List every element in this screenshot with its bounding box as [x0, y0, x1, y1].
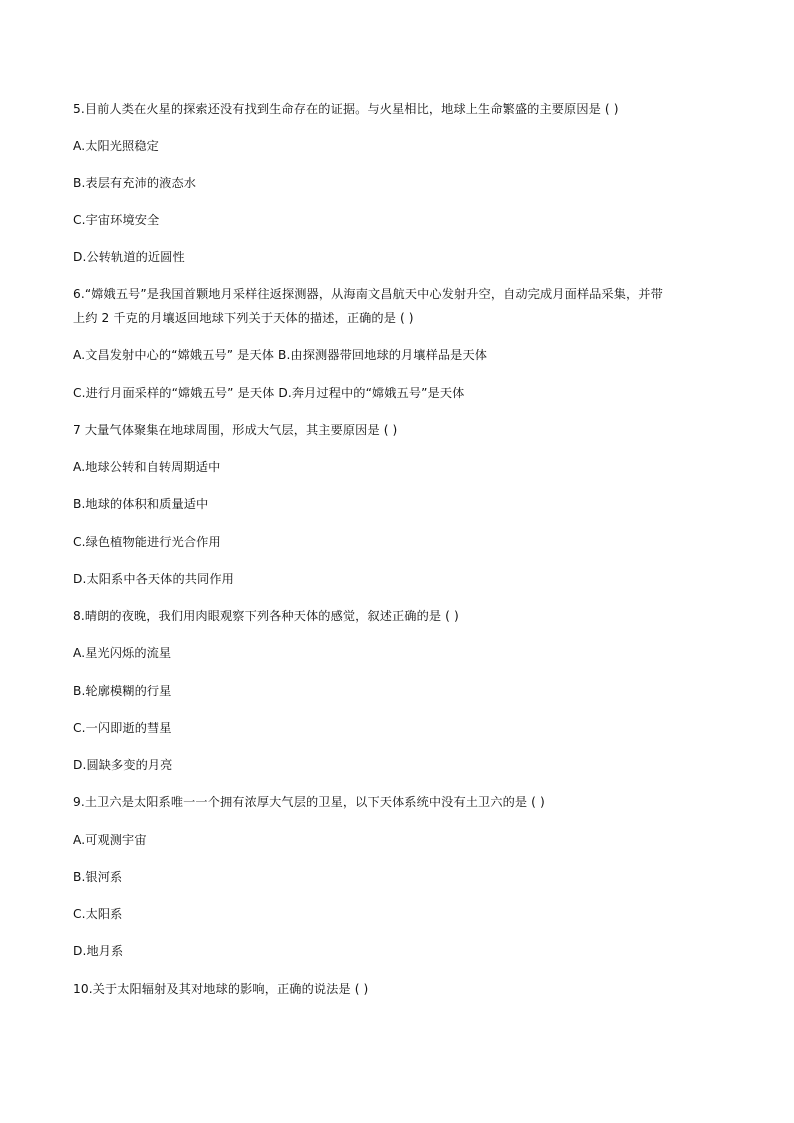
question-10-stem: 10.关于太阳辐射及其对地球的影响，正确的说法是 ( ) [73, 982, 369, 996]
question-5-option-d: D.公转轨道的近圆性 [73, 250, 185, 264]
question-5-stem: 5.目前人类在火星的探索还没有找到生命存在的证据。与火星相比，地球上生命繁盛的主要原因是 ( ) [73, 102, 619, 116]
question-9-option-b: B.银河系 [73, 870, 123, 884]
question-6-options-line-1: A.文昌发射中心的“嫦娥五号” 是天体 B.由探测器带回地球的月壤样品是天体 [73, 348, 488, 362]
question-6-stem-line-1: 6.“嫦娥五号”是我国首颗地月采样往返探测器，从海南文昌航天中心发射升空，自动完成月面样品采集，并带 [73, 287, 663, 301]
question-8-stem: 8.晴朗的夜晚，我们用肉眼观察下列各种天体的感觉，叙述正确的是 ( ) [73, 609, 459, 623]
question-9-option-a: A.可观测宇宙 [73, 833, 147, 847]
question-5-option-a: A.太阳光照稳定 [73, 139, 159, 153]
question-8-option-d: D.圆缺多变的月亮 [73, 758, 173, 772]
question-5-option-c: C.宇宙环境安全 [73, 213, 160, 227]
question-5-option-b: B.表层有充沛的液态水 [73, 176, 197, 190]
question-7-stem: 7 大量气体聚集在地球周围，形成大气层，其主要原因是 ( ) [73, 423, 398, 437]
question-9-option-c: C.太阳系 [73, 907, 123, 921]
question-7-option-a: A.地球公转和自转周期适中 [73, 460, 221, 474]
question-7-option-d: D.太阳系中各天体的共同作用 [73, 572, 234, 586]
question-8-option-c: C.一闪即逝的彗星 [73, 721, 172, 735]
question-6-options-line-2: C.进行月面采样的“嫦娥五号” 是天体 D.奔月过程中的“嫦娥五号”是天体 [73, 386, 465, 400]
question-9-option-d: D.地月系 [73, 944, 124, 958]
question-7-option-b: B.地球的体积和质量适中 [73, 497, 209, 511]
question-7-option-c: C.绿色植物能进行光合作用 [73, 535, 221, 549]
question-6-stem-line-2: 上约 2 千克的月壤返回地球下列关于天体的描述，正确的是 ( ) [73, 311, 414, 325]
question-8-option-b: B.轮廓模糊的行星 [73, 684, 172, 698]
question-9-stem: 9.土卫六是太阳系唯一一个拥有浓厚大气层的卫星，以下天体系统中没有土卫六的是 ( ) [73, 795, 545, 809]
question-8-option-a: A.星光闪烁的流星 [73, 646, 172, 660]
